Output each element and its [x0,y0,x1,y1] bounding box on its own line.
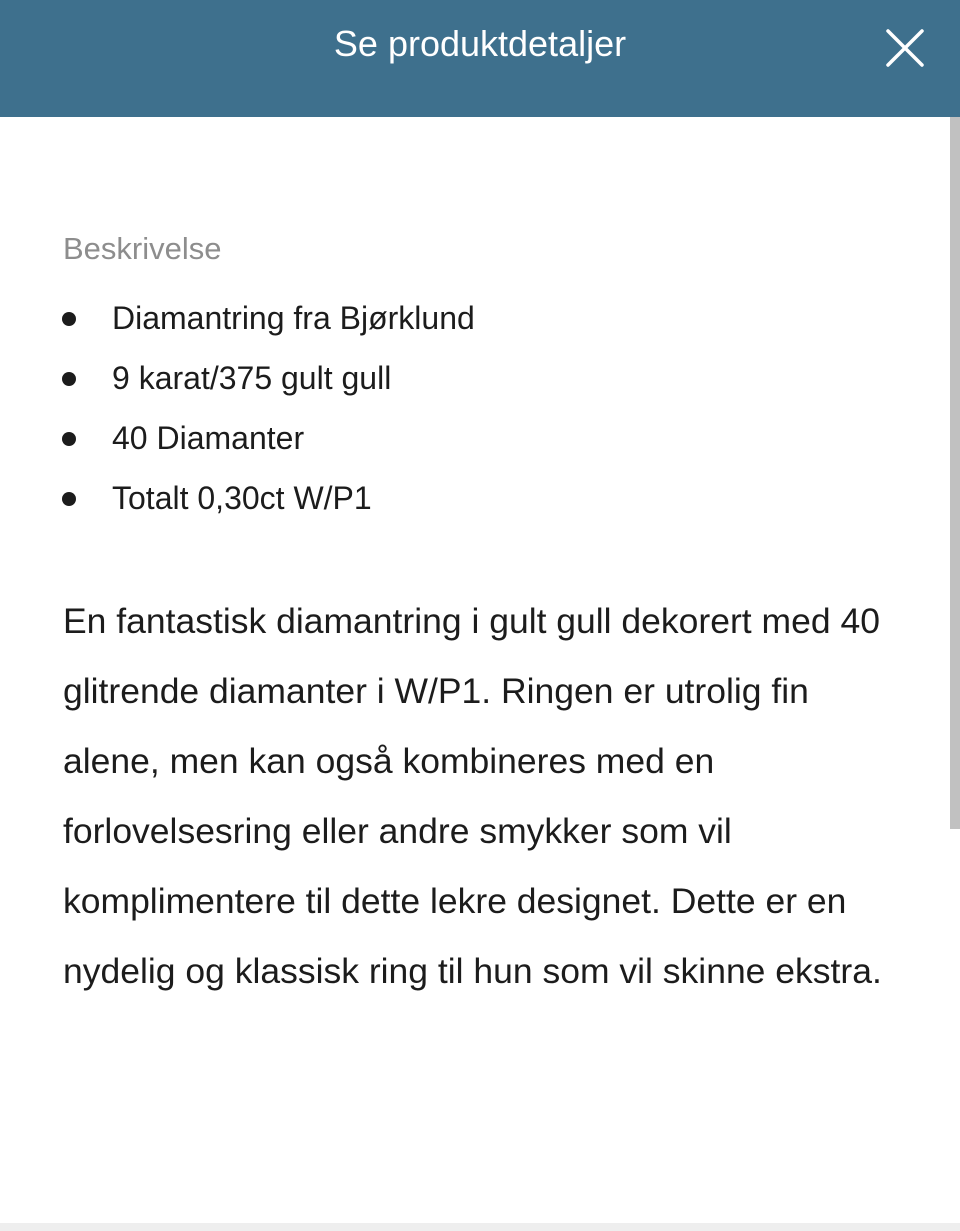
bullet-icon [62,312,76,326]
spec-list-item [0,415,880,475]
modal-title: Se produktdetaljer [333,23,627,64]
product-description: En fantastisk diamantring i gult gull dekorert med 40 glitrende diamanter i W/P1. Ringen er utrolig fin alene, men kan også kombineres med en forlovelsesring eller andre smykker som vil komplimentere til dette lekre designet. Dette er en nydelig og klassisk ring til hun som vil skinne ekstra. [63,601,882,991]
bullet-icon [62,372,76,386]
close-button[interactable] [878,21,932,75]
spec-list-item [0,295,880,355]
spec-text: Diamantring fra Bjørklund [112,300,475,336]
scrollbar[interactable] [948,117,960,1223]
spec-text: 40 Diamanter [112,420,305,456]
spec-text: 9 karat/375 gult gull [112,360,392,396]
spec-list [0,295,880,535]
bullet-icon [62,492,76,506]
modal-content [0,117,948,1223]
spec-list-item [0,355,880,415]
bottom-edge [0,1223,960,1231]
bullet-icon [62,432,76,446]
close-icon [878,21,932,75]
modal-header [0,0,960,117]
spec-list-item [0,475,880,535]
section-label-description: Beskrivelse [63,231,222,266]
scrollbar-thumb[interactable] [950,117,960,829]
spec-text: Totalt 0,30ct W/P1 [112,480,372,516]
